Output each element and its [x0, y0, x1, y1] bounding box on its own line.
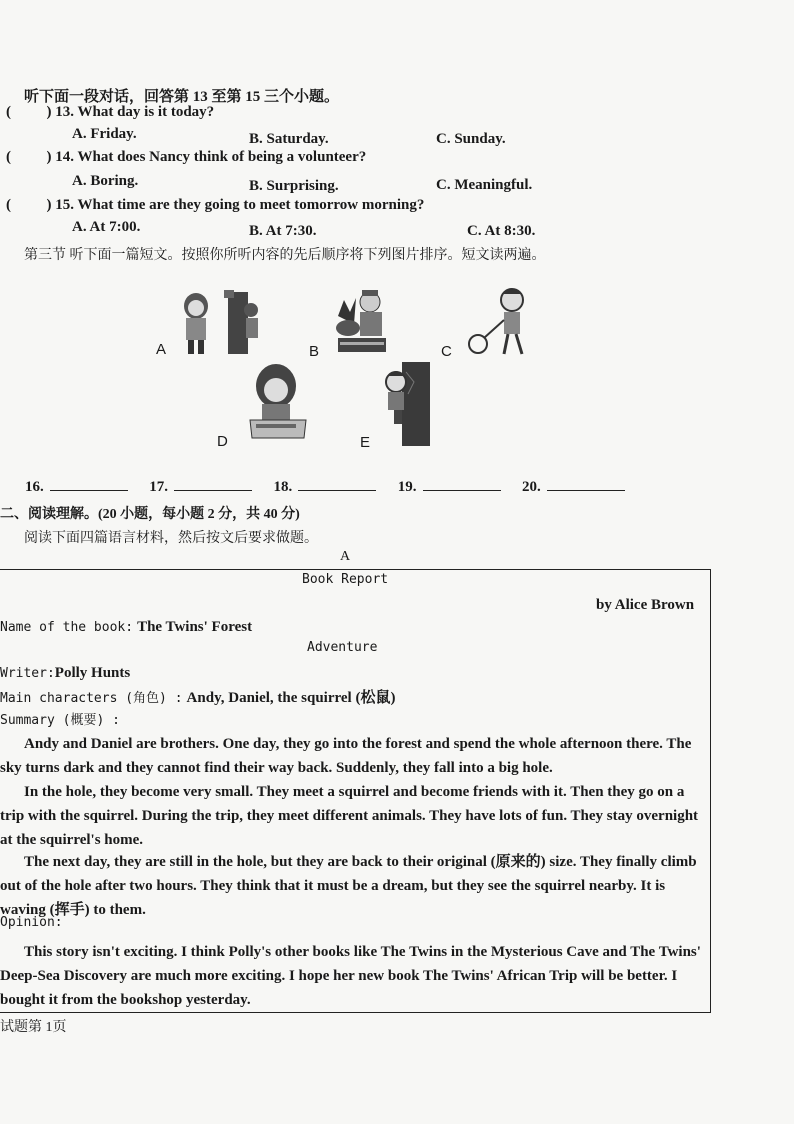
option-c: C. Meaningful.: [436, 177, 533, 193]
summary-paragraph-3: The next day, they are still in the hole, but they are back to their original (原来的) size. They finally climb out of the hole after two hours. They think that it must be a dream, but they see the squirrel nearby. It is waving (挥手) to them.: [0, 854, 697, 918]
reading-heading: 二、阅读理解。(20 小题，每小题 2 分，共 40 分): [0, 507, 300, 522]
answer-bracket-open[interactable]: (: [6, 197, 11, 213]
writer-name: Polly Hunts: [54, 665, 131, 681]
reading-instruction: 阅读下面四篇语言材料，然后按文后要求做题。: [24, 531, 318, 546]
question-stem: 14. What does Nancy think of being a volunteer?: [55, 149, 367, 165]
option-b: B. Saturday.: [249, 131, 329, 147]
picture-c-child-with-net: [462, 286, 532, 358]
picture-a-child-by-tree: [176, 288, 266, 358]
characters-row: [0, 686, 395, 707]
picture-label-d: D: [217, 433, 228, 450]
option-a: A. At 7:00.: [72, 219, 141, 235]
answer-slot-20[interactable]: 20.: [522, 479, 625, 495]
page-footer: 试题第 1页: [0, 1020, 67, 1035]
answer-bracket-open[interactable]: (: [6, 104, 11, 120]
option-a: A. Friday.: [72, 126, 137, 142]
writer-label: Writer:: [0, 666, 55, 681]
section-3-instruction: 第三节 听下面一篇短文。按照你所听内容的先后顺序将下列图片排序。短文读两遍。: [24, 248, 546, 263]
answer-bracket-open[interactable]: (: [6, 149, 11, 165]
opinion-paragraph: This story isn't exciting. I think Polly's other books like The Twins in the Mysterious Cave and The Twins' Deep-Sea Discovery are much more exciting. I hope her new book The Twins' African Trip will be better. I bought it from the bookshop yesterday.: [0, 944, 701, 1008]
book-name-label: Name of the book:: [0, 620, 134, 635]
characters: Andy, Daniel, the squirrel (松鼠): [186, 690, 396, 706]
question-stem: 15. What time are they going to meet tomorrow morning?: [55, 197, 425, 213]
report-title: Book Report: [302, 572, 389, 587]
summary-paragraph-2: In the hole, they become very small. They meet a squirrel and become friends with it. Then they go on a trip with the squirrel. During the trip, they meet different animals. They have lots of fun. They stay overnight at the squirrel's home.: [0, 784, 699, 848]
part-label-a: A: [340, 549, 351, 564]
summary-label: Summary (概要) :: [0, 713, 120, 728]
writer-row: [0, 664, 130, 682]
opinion-label: Opinion:: [0, 915, 63, 930]
report-byline: by Alice Brown: [596, 597, 695, 613]
picture-label-a: A: [156, 341, 167, 358]
answer-slots: [25, 478, 625, 496]
question-stem: 13. What day is it today?: [55, 104, 215, 120]
answer-slot-17[interactable]: 17.: [149, 479, 252, 495]
picture-label-c: C: [441, 343, 452, 360]
question-15: [6, 197, 424, 214]
answer-slot-16[interactable]: 16.: [25, 479, 128, 495]
question-14: [6, 149, 366, 166]
characters-label: Main characters (角色) :: [0, 691, 183, 706]
question-13: [6, 104, 214, 121]
answer-slot-19[interactable]: 19.: [398, 479, 501, 495]
answer-bracket-close: ): [46, 197, 52, 213]
option-c: C. Sunday.: [436, 131, 506, 147]
answer-bracket-close: ): [46, 149, 52, 165]
picture-d-girl-waking-up: [246, 362, 310, 446]
picture-label-b: B: [309, 343, 320, 360]
listening-instruction: 听下面一段对话，回答第 13 至第 15 三个小题。: [24, 89, 340, 105]
book-name-continuation: Adventure: [307, 640, 378, 655]
summary-paragraph-1: Andy and Daniel are brothers. One day, they go into the forest and spend the whole afternoon there. The sky turns dark and they cannot find their way back. Suddenly, they fall into a big hole.: [0, 736, 692, 776]
picture-b-boy-with-squirrel: [330, 286, 392, 358]
option-b: B. At 7:30.: [249, 223, 317, 239]
picture-e-child-climbing-tree: [384, 362, 436, 448]
option-c: C. At 8:30.: [467, 223, 536, 239]
answer-bracket-close: ): [46, 104, 52, 120]
option-a: A. Boring.: [72, 173, 139, 189]
answer-slot-18[interactable]: 18.: [274, 479, 377, 495]
book-name: The Twins' Forest: [137, 619, 253, 635]
option-b: B. Surprising.: [249, 178, 339, 194]
picture-label-e: E: [360, 434, 371, 451]
book-name-row: [0, 618, 252, 636]
